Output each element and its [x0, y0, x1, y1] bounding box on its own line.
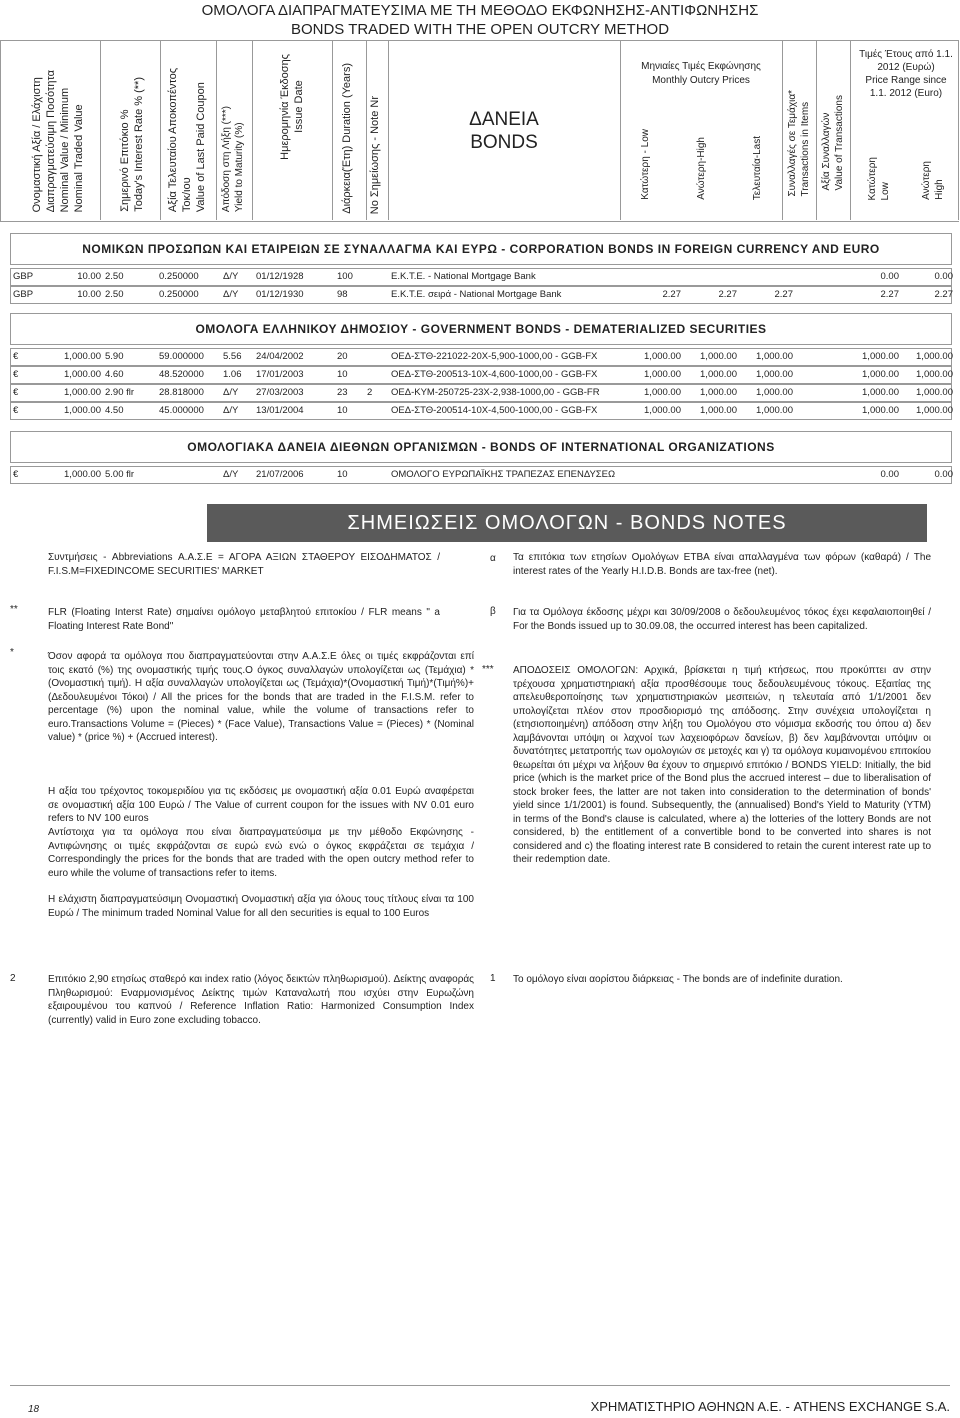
cell-rhigh: 0.00 — [934, 271, 953, 282]
cell-rlow: 0.00 — [880, 469, 899, 480]
header-nominal-gr1: Ονομαστική Αξία / Ελάχιστη — [31, 76, 43, 212]
cell-low: 1,000.00 — [644, 387, 681, 398]
cell-nom: 1,000.00 — [64, 351, 101, 362]
cell-nom: 1,000.00 — [64, 469, 101, 480]
cell-low: 1,000.00 — [644, 369, 681, 380]
cell-rlow: 1,000.00 — [862, 369, 899, 380]
cell-high: 1,000.00 — [700, 351, 737, 362]
note-mark-a: α — [490, 553, 496, 564]
cell-dur: 100 — [337, 271, 353, 282]
cell-rhigh: 0.00 — [934, 469, 953, 480]
cell-yield: Δ/Υ — [223, 469, 239, 480]
header-coupon-gr2: Τοκ/ιου — [181, 177, 193, 212]
cell-note: 2 — [367, 387, 373, 398]
header-yield — [216, 40, 253, 220]
cell-name: ΟΕΔ-ΣΤΘ-200514-10Χ-4,500-1000,00 - GGB-FX — [391, 405, 598, 416]
header-monthly — [620, 40, 783, 220]
cell-name: ΟΜΟΛΟΓΟ ΕΥΡΩΠΑΪΚΗΣ ΤΡΑΠΕΖΑΣ ΕΠΕΝΔΥΣΕΩ — [391, 469, 616, 480]
cell-issue: 24/04/2002 — [256, 351, 304, 362]
header-range-low-gr: Κατώτερη — [867, 156, 878, 200]
header-note — [366, 40, 389, 220]
cell-rhigh: 1,000.00 — [916, 387, 953, 398]
note-mark-star: * — [10, 647, 14, 658]
cell-rhigh: 1,000.00 — [916, 405, 953, 416]
note-a: Τα επιτόκια των ετησίων Ομολόγων ΕΤΒΑ είναι απαλλαγμένα των φόρων (καθαρά) / The interest rates of the Yearly H.I.D.B. Bonds are tax-free (net). — [513, 552, 931, 577]
note-mark-3star: *** — [482, 664, 494, 675]
footer-divider — [10, 1385, 950, 1386]
note-flr: FLR (Floating Interst Rate) σημαίνει ομόλογο μεταβλητού επιτοκίου / FLR means " a Floating Interest Rate Bond" — [48, 607, 440, 632]
note-3star: ΑΠΟΔΟΣΕΙΣ ΟΜΟΛΟΓΩΝ: Αρχικά, βρίσκεται η τιμή κτήσεως, που προκύπτει αν στην τρέχουσα χρηματιστηριακή αξία προσθέσουμε τους δεδουλευμένους τόκους. Εξαιτίας της απελευθεροποίησης των χρηματιστηριακών μεσιτειών, η τελευταία από 1/1/2001 δεν υπολογίζεται πλέον στον προσδιορισμό της απόδοσης. Στην συνέχεια υπολογίζεται η (ετησιοποιημένη) απόδοση στην λήξη του Ομολόγου στο νόμισμα εκδοσής του όπου α) δεν λαμβάνονται υπόψη οι λαχνοί των λαχειοφόρων δανείων, β) δεν λαμβάνονται υπόψιν οι δυνατότητες μετατροπής των ομολογιών σε μετοχές και γ) τα ομόλογα κυμαινομένου επιτοκίου θεωρείται ότι μέχρι να λήξουν θα έχουν το σημερινό επιτόκιο / BONDS YIELD: Initially, the bid price (which is the market price of the Bond plus the accrued interest – due to liberalisation of stock broker fees, the latter are not taken into consideration to the determination of bonds' yield since 1/1/2001) is found. Subsequently, the (annualised) Bond's Yield to Maturity (YTM) in terms of the Bond's clause is calculated, where a) the lotteries of the lottery Bonds are not considered, b) the entitlement of a convertible bond to be converted into shares is not considered and c) the floating interest rate B considered to retain the curent interest rate up to their redemption date. — [513, 665, 931, 865]
header-bonds — [388, 40, 621, 220]
page-subtitle: BONDS TRADED WITH THE OPEN OUTCRY METHOD — [290, 21, 670, 38]
cell-nom: 10.00 — [77, 271, 101, 282]
cell-rlow: 1,000.00 — [862, 387, 899, 398]
header-range-high-gr: Ανώτερη — [921, 161, 932, 200]
cell-coupon: 59.000000 — [159, 351, 204, 362]
cell-cur: € — [13, 469, 19, 480]
cell-nom: 1,000.00 — [64, 405, 101, 416]
note-abbrev: Συντμήσεις - Abbreviations Α.Α.Σ.Ε = ΑΓΟΡΑ ΑΞΙΩΝ ΣΤΑΘΕΡΟΥ ΕΙΣΟΔΗΜΑΤΟΣ / F.I.S.M=FIXEDINCOME SECURITIES' MARKET — [48, 552, 440, 577]
cell-name: ΟΕΔ-ΣΤΘ-200513-10Χ-4,600-1000,00 - GGB-FX — [391, 369, 598, 380]
cell-name: Ε.Κ.Τ.Ε. - National Mortgage Bank — [391, 271, 536, 282]
table-row — [10, 366, 952, 384]
cell-issue: 01/12/1928 — [256, 271, 304, 282]
cell-low: 1,000.00 — [644, 351, 681, 362]
cell-low: 1,000.00 — [644, 405, 681, 416]
cell-yield: Δ/Υ — [223, 289, 239, 300]
header-nominal-en1: Nominal Value / Minimum — [59, 87, 71, 212]
cell-coupon: 28.818000 — [159, 387, 204, 398]
header-nominal — [0, 40, 101, 220]
header-bonds-gr: ΔΑΝΕΙΑ — [469, 109, 539, 130]
cell-yield: 5.56 — [223, 351, 242, 362]
cell-yield: Δ/Υ — [223, 405, 239, 416]
cell-coupon: 45.000000 — [159, 405, 204, 416]
cell-rlow: 2.27 — [880, 289, 899, 300]
note-outcry-2: Η ελάχιστη διαπραγματεύσιμη Ονομαστική Ονομαστική αξία για όλους τους τίτλους είναι τα 100 Ευρώ / The minimum traded Nominal Value for all den securities is equal to 100 Euros — [48, 894, 474, 919]
cell-name: ΟΕΔ-ΚΥΜ-250725-23Χ-2,938-1000,00 - GGB-FR — [391, 387, 600, 398]
header-range-high-en: High — [934, 179, 945, 200]
header-last: Τελευταία-Last — [752, 135, 763, 200]
cell-last: 1,000.00 — [756, 369, 793, 380]
header-range-en: Price Range since 1.1. 2012 (Euro) — [865, 75, 947, 99]
cell-rate: 2.90 flr — [105, 387, 135, 398]
cell-rate: 5.90 — [105, 351, 124, 362]
cell-yield: 1.06 — [223, 369, 242, 380]
header-duration-label: Διάρκεια(Έτη) Duration (Years) — [341, 63, 353, 214]
cell-last: 1,000.00 — [756, 405, 793, 416]
cell-nom: 10.00 — [77, 289, 101, 300]
header-value-gr: Αξία Συναλλαγών — [821, 112, 832, 190]
header-issue-gr: Ημερομηνία Έκδοσης — [279, 54, 291, 160]
header-rate-gr: Σημερινό Επιτόκιο % — [119, 109, 131, 212]
cell-high: 2.27 — [718, 289, 737, 300]
cell-coupon: 48.520000 — [159, 369, 204, 380]
header-nominal-en2: Nominal Traded Value — [73, 103, 85, 212]
notes-banner: ΣΗΜΕΙΩΣΕΙΣ ΟΜΟΛΟΓΩΝ - BONDS NOTES — [207, 504, 927, 542]
cell-rate: 5.00 flr — [105, 469, 135, 480]
cell-rlow: 0.00 — [880, 271, 899, 282]
note-mark-dstar: ** — [10, 604, 18, 615]
cell-dur: 10 — [337, 469, 348, 480]
cell-cur: GBP — [13, 289, 34, 300]
note-mark-2: 2 — [10, 973, 16, 984]
cell-rate: 2.50 — [105, 271, 124, 282]
cell-rlow: 1,000.00 — [862, 405, 899, 416]
cell-high: 1,000.00 — [700, 369, 737, 380]
header-duration — [332, 40, 367, 220]
header-value — [816, 40, 851, 220]
cell-last: 1,000.00 — [756, 387, 793, 398]
cell-issue: 01/12/1930 — [256, 289, 304, 300]
header-trans — [782, 40, 817, 220]
footer-exchange: ΧΡΗΜΑΤΙΣΤΗΡΙΟ ΑΘΗΝΩΝ Α.Ε. - ATHENS EXCHANGE S.A. — [590, 1399, 950, 1414]
cell-dur: 10 — [337, 405, 348, 416]
table-row — [10, 402, 952, 420]
cell-issue: 13/01/2004 — [256, 405, 304, 416]
page-number: 18 — [28, 1404, 40, 1415]
note-1: Το ομόλογο είναι αορίστου διάρκειας - The bonds are of indefinite duration. — [513, 974, 843, 985]
header-value-en: Value of Transactions — [834, 94, 845, 190]
cell-issue: 21/07/2006 — [256, 469, 304, 480]
cell-dur: 20 — [337, 351, 348, 362]
note-mark-1: 1 — [490, 973, 496, 984]
header-rate — [100, 40, 161, 220]
table-row — [10, 268, 952, 286]
cell-rhigh: 1,000.00 — [916, 369, 953, 380]
cell-cur: GBP — [13, 271, 34, 282]
header-issue — [252, 40, 333, 220]
cell-rhigh: 2.27 — [934, 289, 953, 300]
header-low: Κατώτερη - Low — [640, 129, 651, 200]
cell-rhigh: 1,000.00 — [916, 351, 953, 362]
table-row — [10, 286, 952, 304]
cell-last: 2.27 — [774, 289, 793, 300]
header-coupon — [160, 40, 217, 220]
cell-rate: 4.50 — [105, 405, 124, 416]
cell-coupon: 0.250000 — [159, 271, 199, 282]
cell-nom: 1,000.00 — [64, 369, 101, 380]
cell-dur: 10 — [337, 369, 348, 380]
note-star-2: Η αξία του τρέχοντος τοκομεριδίου για τις εκδόσεις με ονομαστική αξία 0.01 Ευρώ αναφέρεται σε ονομαστική αξία 100 Ευρώ / The Value of current coupon for the issues with NV 0.01 euro refers to NV 100 euros — [48, 786, 474, 824]
cell-name: Ε.Κ.Τ.Ε. σειρά - National Mortgage Bank — [391, 289, 562, 300]
header-coupon-gr1: Αξία Τελευταίου Αποκοπέντος — [167, 67, 179, 212]
section-corporate: ΝΟΜΙΚΩΝ ΠΡΟΣΩΠΩΝ ΚΑΙ ΕΤΑΙΡΕΙΩΝ ΣΕ ΣΥΝΑΛΛΑΓΜΑ ΚΑΙ ΕΥΡΩ - CORPORATION BONDS IN FOREIGN CURRENCY AND EURO — [10, 233, 952, 265]
header-monthly-en: Monthly Outcry Prices — [652, 75, 750, 86]
section-international: ΟΜΟΛΟΓΙΑΚΑ ΔΑΝΕΙΑ ΔΙΕΘΝΩΝ ΟΡΓΑΝΙΣΜΩΝ - BONDS OF INTERNATIONAL ORGANIZATIONS — [10, 431, 952, 463]
header-range — [850, 40, 959, 220]
note-mark-b: β — [490, 606, 496, 617]
cell-name: ΟΕΔ-ΣΤΘ-221022-20Χ-5,900-1000,00 - GGB-FX — [391, 351, 598, 362]
table-row — [10, 384, 952, 402]
header-yield-en: Yield to Maturity (%) — [234, 122, 245, 212]
cell-rate: 4.60 — [105, 369, 124, 380]
note-outcry: Αντίστοιχα για τα ομόλογα που είναι διαπραγματεύσιμα με την μέθοδο Εκφώνησης - Αντιφώνησης οι τιμές εκφράζονται σε ευρώ ενώ ενώ ο όγκος εκφράζεται σε τεμάχια / Correspondingly the prices for the bonds that are traded with the open outcry method refer to euro while the volume of transactions refer to items. — [48, 827, 474, 879]
cell-low: 2.27 — [662, 289, 681, 300]
cell-rlow: 1,000.00 — [862, 351, 899, 362]
header-trans-en: Transactions in Items — [800, 101, 811, 196]
cell-cur: € — [13, 369, 19, 380]
note-2: Επιτόκιο 2,90 ετησίως σταθερό και index ratio (λόγος δεικτών πληθωρισμού). Δείκτης αναφοράς Πληθωρισμού: Εναρμονισμένος Δείκτης τιμών Καταναλωτή που ισχύει στην Ευρωζώνη εξαιρουμένου του καπνού / Reference Inflation Ratio: Harmonized Consumption Index (currently) valid in Euro zone excluding tobacco. — [48, 974, 474, 1026]
header-coupon-en: Value of Last Paid Coupon — [195, 81, 207, 212]
header-yield-gr: Απόδοση στη Λήξη (***) — [221, 105, 232, 212]
header-nominal-gr2: Διαπραγματεύσιμη Ποσότητα — [45, 69, 57, 212]
header-bonds-en: BONDS — [470, 132, 538, 153]
header-range-gr: Τιμές Έτους από 1.1. 2012 (Ευρώ) — [859, 49, 953, 73]
cell-issue: 17/01/2003 — [256, 369, 304, 380]
header-rate-en: Today's Interest Rate % (**) — [133, 77, 145, 212]
header-high: Ανώτερη-High — [696, 137, 707, 200]
header-range-low-en: Low — [880, 181, 891, 200]
cell-cur: € — [13, 351, 19, 362]
cell-rate: 2.50 — [105, 289, 124, 300]
cell-yield: Δ/Υ — [223, 387, 239, 398]
section-government: ΟΜΟΛΟΓΑ ΕΛΛΗΝΙΚΟΥ ΔΗΜΟΣΙΟΥ - GOVERNMENT BONDS - DEMATERIALIZED SECURITIES — [10, 313, 952, 345]
cell-dur: 98 — [337, 289, 348, 300]
cell-last: 1,000.00 — [756, 351, 793, 362]
page-title: ΟΜΟΛΟΓΑ ΔΙΑΠΡΑΓΜΑΤΕΥΣΙΜΑ ΜΕ ΤΗ ΜΕΘΟΔΟ ΕΚΦΩΝΗΣΗΣ-ΑΝΤΙΦΩΝΗΣΗΣ — [201, 2, 759, 19]
header-issue-en: Issue Date — [293, 80, 305, 134]
header-note-label: Νο Σημείωσης - Note Nr — [369, 95, 381, 214]
table-row — [10, 466, 952, 484]
cell-dur: 23 — [337, 387, 348, 398]
cell-issue: 27/03/2003 — [256, 387, 304, 398]
cell-cur: € — [13, 405, 19, 416]
note-b: Για τα Ομόλογα έκδοσης μέχρι και 30/09/2008 ο δεδουλευμένος τόκος έχει κεφαλαιοποιηθεί / For the Bonds issued up to 30.09.08, the occurred interest has been capitalized. — [513, 607, 931, 632]
cell-coupon: 0.250000 — [159, 289, 199, 300]
header-trans-gr: Συναλλαγές σε Τεμάχια* — [787, 89, 798, 196]
cell-cur: € — [13, 387, 19, 398]
cell-nom: 1,000.00 — [64, 387, 101, 398]
cell-yield: Δ/Υ — [223, 271, 239, 282]
cell-high: 1,000.00 — [700, 387, 737, 398]
header-monthly-gr: Μηνιαίες Τιμές Εκφώνησης — [641, 61, 761, 72]
table-row — [10, 348, 952, 366]
cell-high: 1,000.00 — [700, 405, 737, 416]
note-star: Όσον αφορά τα ομόλογα που διαπραγματεύονται στην Α.Α.Σ.Ε όλες οι τιμές εκφράζονται επί τοις εκατό (%) της ονομαστικής τιμής τους.Ο όγκος συναλλαγών υπολογίζεται ως (Τεμάχια) * (Ονομαστική τιμή). Η αξία συναλλαγών υπολογίζεται ως (Τεμάχια)*(Ονομαστική Τιμή)*(Τιμή%)+(Δεδουλευμένοι Τόκοι) / All the prices for the bonds that are traded in the F.I.S.M. refer to percentage (%) upon the nominal value, while the volume of transactions refer to euro.Transactions Volume = (Pieces) * (Face Value), Transactions Value = (Pieces) * (Nominal value) * (price %) + (Accrued interest). — [48, 651, 474, 743]
